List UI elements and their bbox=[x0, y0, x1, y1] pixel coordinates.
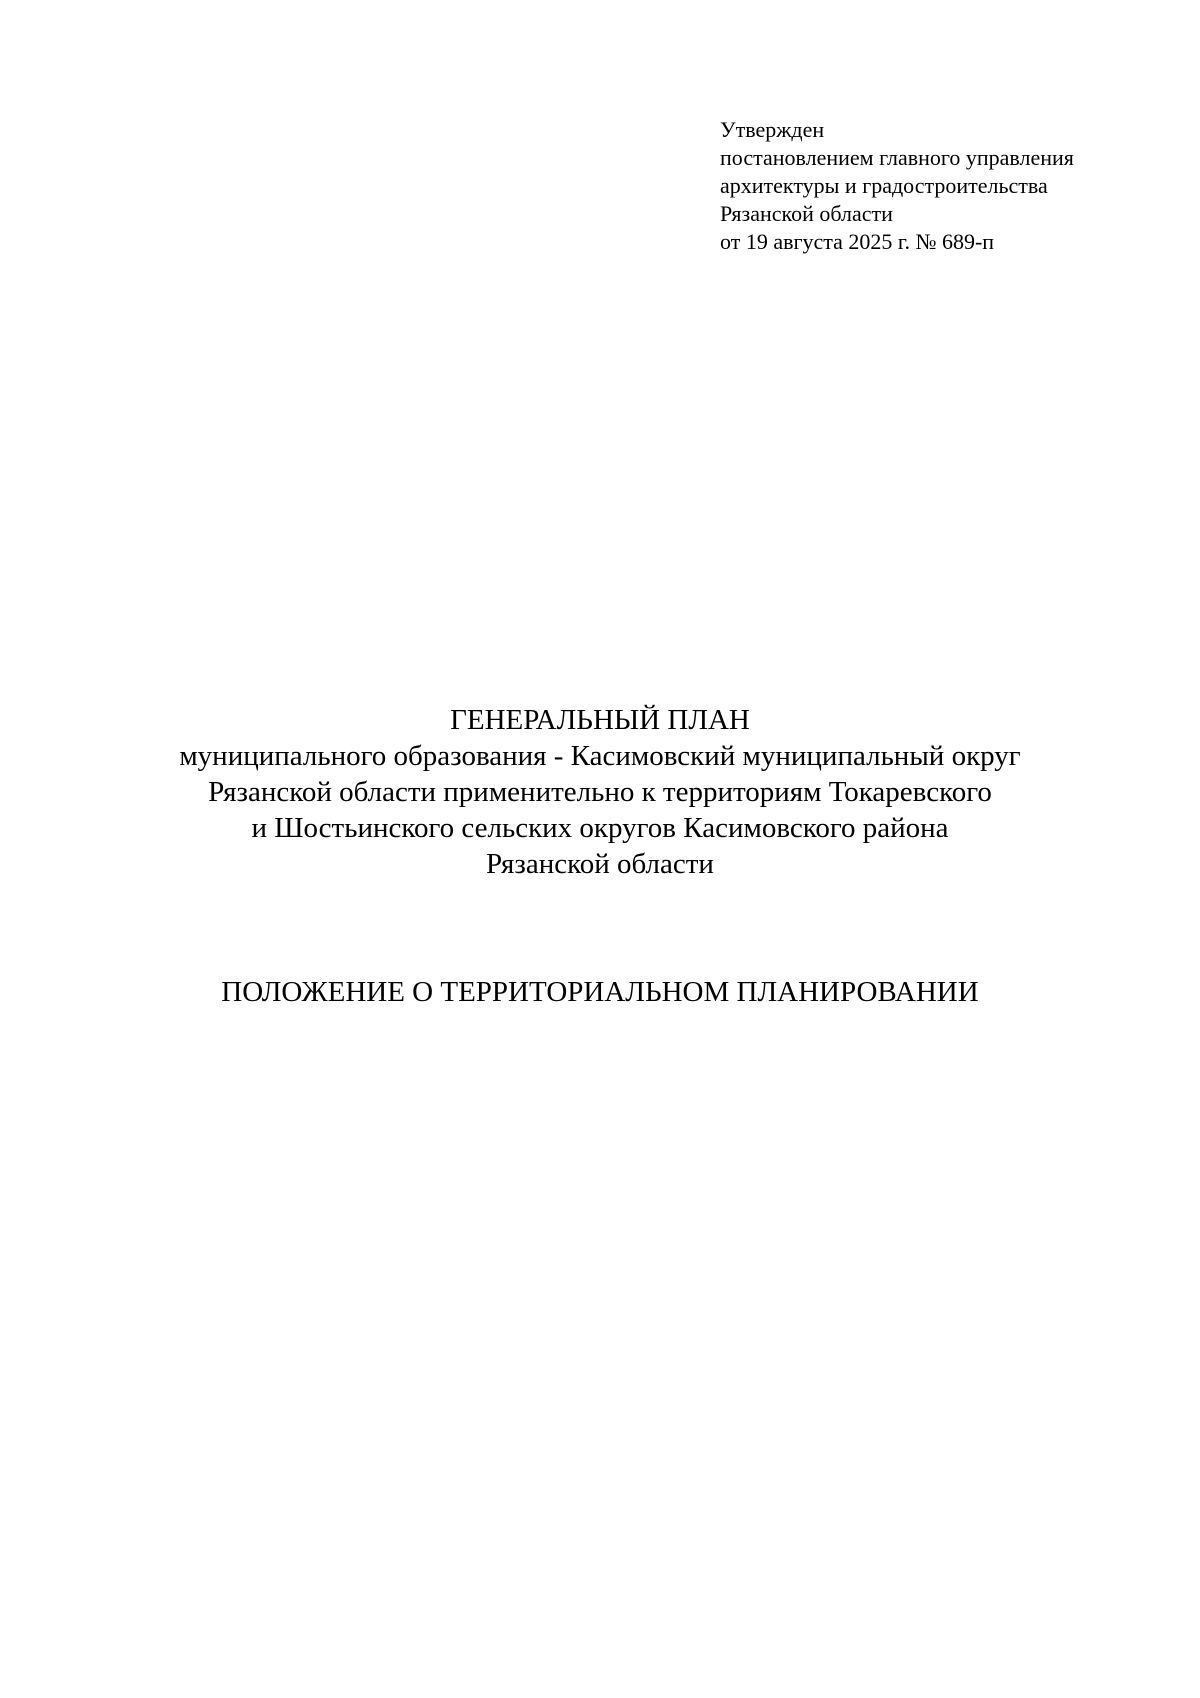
approval-line-authority: архитектуры и градостроительства bbox=[720, 173, 1048, 198]
document-title-block bbox=[0, 702, 1200, 882]
document-subtitle-line-3: и Шостьинского сельских округов Касимовского района bbox=[251, 812, 949, 844]
approval-line-date-number: от 19 августа 2025 г. № 689-п bbox=[720, 229, 995, 254]
document-subtitle-line-4: Рязанской области bbox=[486, 848, 714, 880]
document-subtitle-line-2: Рязанской области применительно к территориям Токаревского bbox=[208, 776, 992, 808]
approval-line-region: Рязанской области bbox=[720, 201, 893, 226]
document-title: ГЕНЕРАЛЬНЫЙ ПЛАН bbox=[450, 704, 750, 736]
section-heading: ПОЛОЖЕНИЕ О ТЕРРИТОРИАЛЬНОМ ПЛАНИРОВАНИИ bbox=[221, 976, 979, 1008]
approval-stamp-block bbox=[720, 116, 1180, 256]
document-subtitle-line-1: муниципального образования - Касимовский муниципальный округ bbox=[179, 740, 1021, 772]
approval-line-resolution: постановлением главного управления bbox=[720, 145, 1074, 170]
approval-line-approved: Утвержден bbox=[720, 117, 825, 142]
